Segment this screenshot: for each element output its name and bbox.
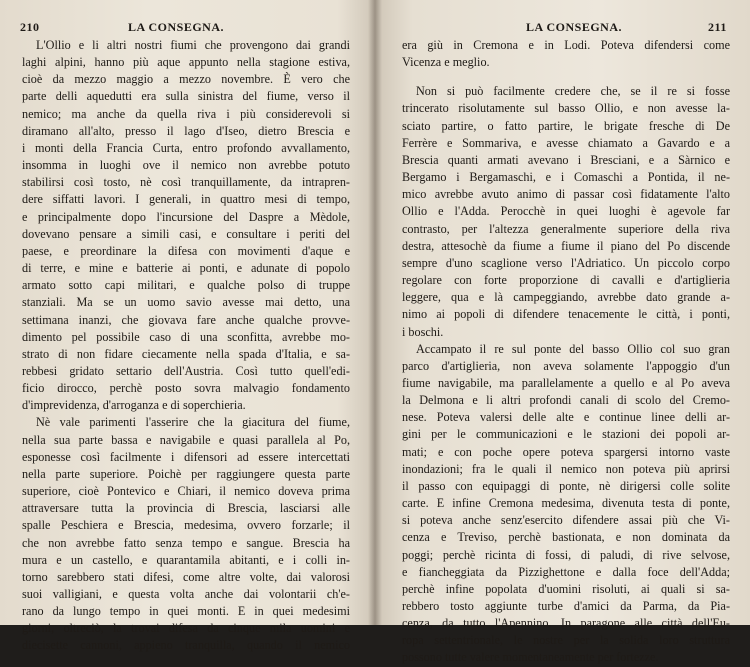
text-line: gini per le communicazioni e le stazioni dei popoli ar- — [402, 427, 730, 442]
text-line: ficio dirocco, perchè posto sovra malvagio fondamento — [22, 381, 350, 396]
text-line: dere siffatti lavori. I generali, in quattro mesi di tempo, — [22, 192, 350, 207]
text-line: la Delmona e li altri profondi canali di scolo del Cremo- — [402, 393, 730, 408]
text-line: mati; e con poche opere poteva spargersi intorno vaste — [402, 444, 730, 459]
text-line: rebbesi gridato settario dell'Austria. Così tutto quell'edi- — [22, 363, 350, 378]
text-line: paese, e preordinare la difesa con movimenti d'aque e — [22, 243, 350, 258]
text-line: sempre d'uno scaglione verso l'Adriatico. Un piccolo corpo — [402, 255, 730, 270]
text-line: nese. Poteva valersi delle alte e continue linee delli ar- — [402, 410, 730, 425]
text-line: spalle Peschiera e Brescia, medesima, ovvero forzarle; il — [22, 518, 350, 533]
text-line: diecisette cannoni, appieno tranquilla, quando il nemico — [22, 638, 350, 653]
text-line: inondazioni; fra le quali il nemico non poteva più aprirsi — [402, 461, 730, 476]
text-line: fiume navigabile, ma parallelamente a quello e al Po aveva — [402, 375, 730, 390]
text-line: e fiancheggiata da Pizzighettone e dalla foce dell'Adda; — [402, 564, 730, 579]
text-line: di terre, e mine e batterie ai ponti, e adunate di popolo — [22, 261, 350, 276]
text-line: rano da lungo tempo in quei monti. E in quei medesimi — [22, 604, 350, 619]
text-line: si poteva anche senz'esercito difendere assai più che Vi- — [402, 513, 730, 528]
text-line: Brescia quanti armati avevano i Bresciani, e a Sàrnico e — [402, 152, 730, 167]
text-line: suoi valligiani, e questa volta anche dai volontarii ch'e- — [22, 587, 350, 601]
left-page-number: 210 — [20, 20, 40, 34]
text-line: cenza e Treviso, perchè bastionata, e non dominata da — [402, 530, 730, 545]
text-line: cioè da mezzo maggio a mezzo novembre. È vero che — [22, 72, 350, 87]
left-page-header — [10, 0, 362, 34]
text-line: dovevano pensare a simili casi, e consultare i periti del — [22, 226, 350, 241]
text-line: d'imprevidenza, d'arroganza e di soperchieria. — [22, 398, 246, 413]
text-line: nella parte superiore. Poichè per raggiungere questa parte — [22, 466, 350, 481]
text-line: trincerato risolutamente sul basso Ollio, e non avesse la- — [402, 101, 730, 116]
text-line: stabilirsi così tosto, nè così tranquillamente, da intrapren- — [22, 175, 350, 190]
text-line: rebbero tosto aggiunte turbe d'amici da Parma, da Pia- — [402, 599, 730, 613]
right-page-body — [402, 37, 730, 667]
text-line: Vicenza e meglio. — [402, 55, 490, 70]
text-line: Bergamo i Bergamaschi, e i Comaschi a Pontida, il ne- — [402, 170, 730, 185]
text-line: strato di non fidare ciecamente nella spada d'Italia, e sa- — [22, 346, 350, 361]
text-line: e principalmente dopo l'incursione del Daspre a Mèdole, — [22, 209, 350, 224]
text-line: Nè vale parimenti l'asserire che la giacitura del fiume, — [36, 415, 350, 430]
left-page-body — [22, 37, 350, 655]
text-line: carte. E infine Cremona medesima, divenuta testa di ponte, — [402, 496, 730, 511]
text-line: nemico; ma anche da quella riva i più considerevoli si — [22, 106, 350, 121]
text-line: Non si può facilmente credere che, se il re si fosse — [416, 84, 730, 99]
text-line: cenza, da tutto l'Apennino. In paragone alle città dell'Eu- — [402, 616, 730, 631]
left-running-head: LA CONSEGNA. — [128, 20, 225, 34]
text-line: possono tutte valere momentaneamente per fortezze. — [402, 650, 659, 665]
text-line: regolare con forte proporzione di cavalli e d'artiglieria — [402, 273, 730, 288]
text-line: superiore, cioè Pontevico e Chiari, il nemico doveva prima — [22, 484, 350, 499]
text-line: torno sarebbero stati difesi, come altre volte, dai valorosi — [22, 569, 350, 584]
book-gutter — [368, 0, 382, 625]
left-page — [10, 0, 362, 653]
text-line: parte delli aquedutti era sulla sinistra del fiume, verso il — [22, 89, 350, 104]
text-line: era giù in Cremona e in Lodi. Poteva difendersi come — [402, 38, 730, 52]
text-line: parco d'artiglieria, non aveva solamente l'appoggio d'un — [402, 358, 730, 373]
text-line: contrasto, per l'altezza generalmente superiore della riva — [402, 221, 730, 236]
right-page-header — [392, 0, 740, 34]
right-running-head: LA CONSEGNA. — [526, 20, 623, 34]
text-line: stanziali. Ma se un uomo savio avesse mai detto, una — [22, 295, 350, 310]
text-line: L'Ollio e li altri nostri fiumi che provengono dai grandi — [36, 38, 350, 52]
text-line: mico avrebbe avuto animo di passar così fidatamente l'alto — [402, 187, 730, 202]
text-line: Accampato il re sul ponte del basso Ollio col suo gran — [416, 341, 730, 356]
text-line: esponesse così facilmente i difensori ad essere intercettati — [22, 449, 350, 464]
text-line: insomma in luoghi ove il nemico non avrebbe potuto — [22, 158, 350, 173]
text-line: attraversare tutta la provincia di Brescia, lasciarsi alle — [22, 501, 350, 516]
text-line: ropa settentrionale, le nostre per la solida loro struttura — [402, 633, 730, 648]
text-line: mura e un castello, e quarantamila abitanti, e i colli in- — [22, 552, 350, 567]
text-line: i boschi. — [402, 324, 444, 339]
text-line: nimo ai popoli di difendere tenacemente le città, i ponti, — [402, 307, 730, 322]
text-line: giorni, oltreciò, la trovai difesa da cinque mila uomini e — [22, 621, 350, 636]
text-line: settimana inanzi, che giovava fare anche qualche provve- — [22, 312, 350, 327]
right-page-number: 211 — [708, 20, 727, 34]
text-line: laghi alpini, hanno più aque appunto nella stagione estiva, — [22, 55, 350, 70]
text-line: nella sua parte bassa e navigabile e quasi parallela al Po, — [22, 432, 350, 447]
text-line: i monti della Francia Curta, entro profondo avvallamento, — [22, 140, 350, 155]
text-line: leggere, qua e là campeggiando, avrebbe dato grande a- — [402, 290, 730, 305]
text-line: destra, attesochè da fiume a fiume il piano del Po discende — [402, 238, 730, 253]
text-line: diramano all'alto, presso il lago d'Iseo, dietro Brescia e — [22, 123, 350, 138]
text-line: che non avrebbe fatto senza tempo e sangue. Brescia ha — [22, 535, 350, 550]
text-line: Ollio e l'Adda. Perocchè in quei luoghi è agevole far — [402, 204, 730, 219]
text-line: il passo con equipaggi di ponte, nè dirigersi colle solite — [402, 478, 730, 493]
text-line: armato sotto capi militari, e qualche polso di truppe — [22, 278, 350, 293]
text-line: dimento pel possibile caso di una sconfitta, avrebbe mo- — [22, 329, 350, 344]
text-line: Ferrère e Sommariva, e avesse chiamato a Gavardo e a — [402, 135, 730, 150]
right-page — [392, 0, 740, 665]
text-line: perchè infine popolata d'uomini risoluti, ai quali si sa- — [402, 581, 730, 596]
text-line: poggi; perchè ricinta di fossi, di paludi, di rive selvose, — [402, 547, 730, 562]
text-line: sciato partire, o fatto partire, le brigate fresche di De — [402, 118, 730, 133]
paragraph-gap — [402, 71, 730, 83]
